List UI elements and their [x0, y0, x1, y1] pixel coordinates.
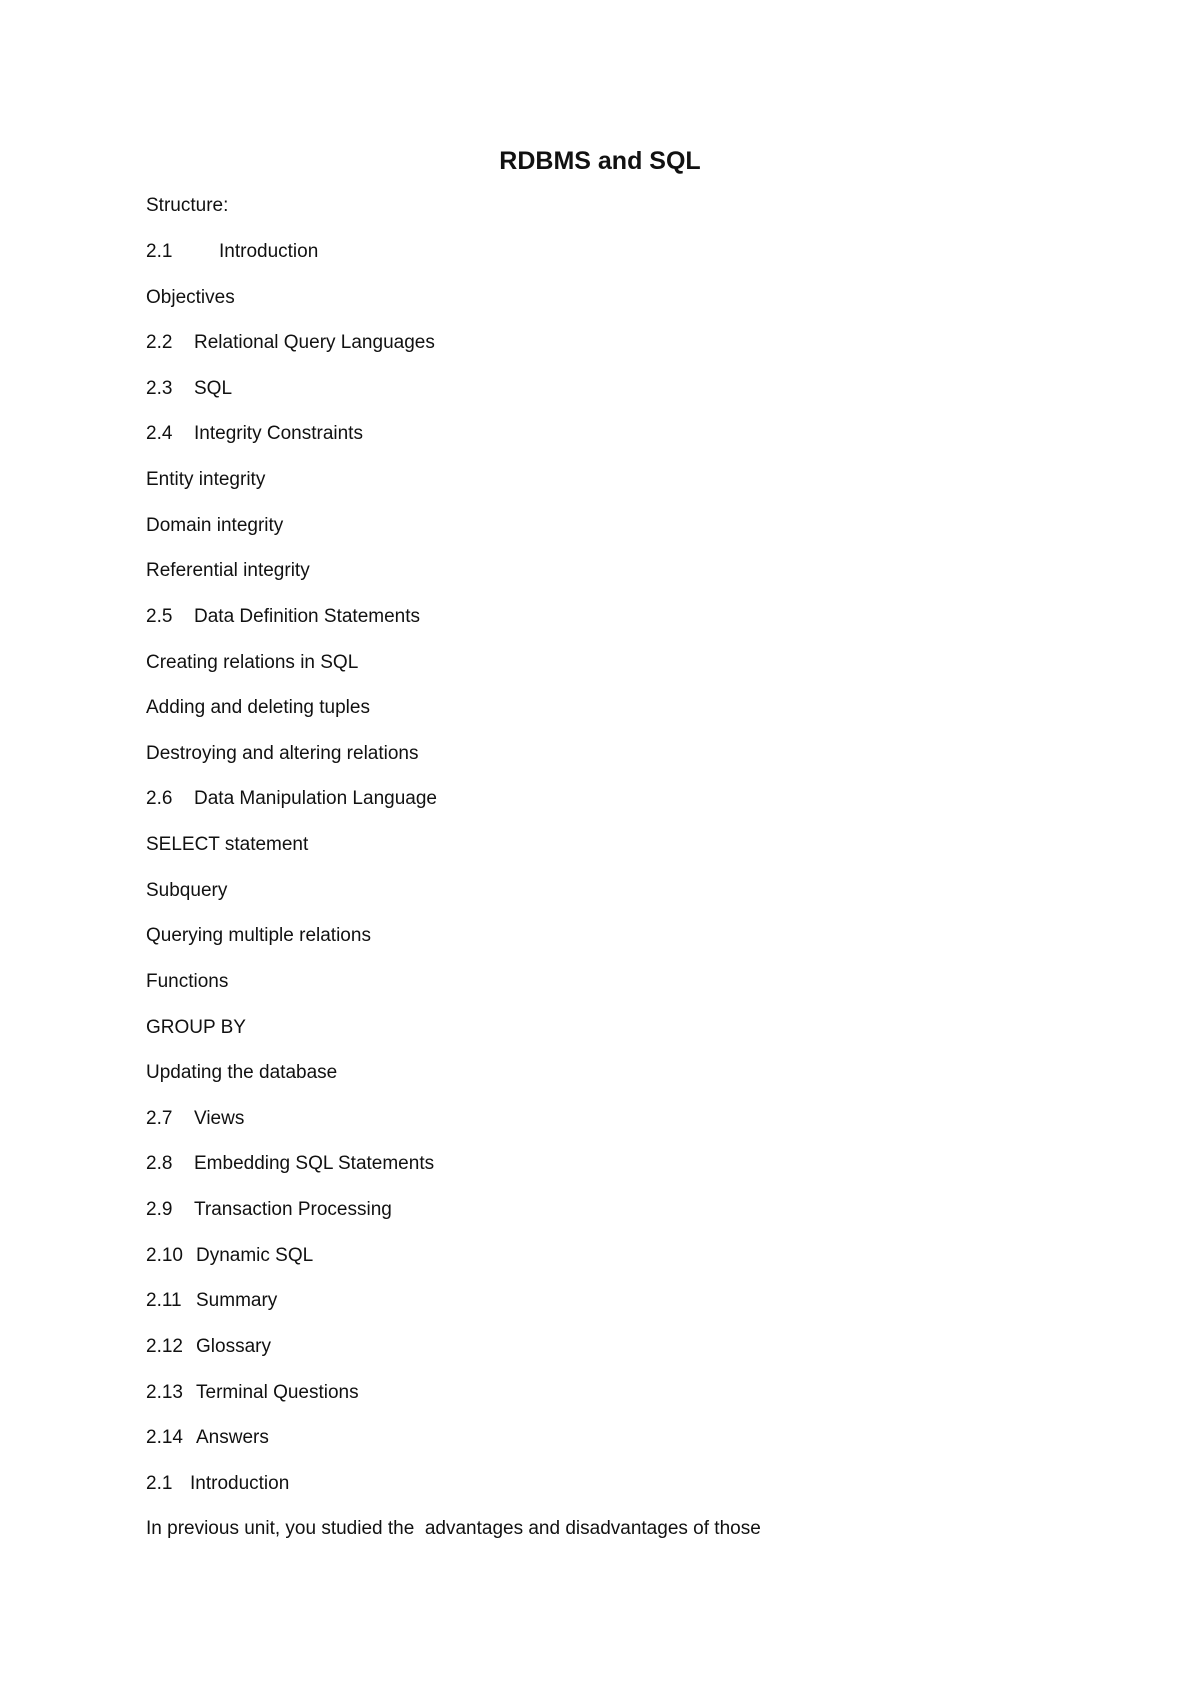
section-text: Domain integrity: [146, 515, 284, 536]
section-text: Adding and deleting tuples: [146, 697, 370, 718]
toc-line: [146, 1244, 313, 1268]
toc-line: [146, 1335, 271, 1359]
toc-line: [146, 286, 235, 310]
toc-line: [146, 1107, 244, 1131]
section-text: Answers: [196, 1427, 269, 1448]
section-number: 2.6: [146, 788, 173, 809]
section-number: 2.3: [146, 378, 173, 399]
section-number: 2.7: [146, 1108, 173, 1129]
toc-line: [146, 787, 437, 811]
section-number: 2.11: [146, 1290, 182, 1311]
section-text: Glossary: [196, 1336, 271, 1357]
section-text: Destroying and altering relations: [146, 743, 419, 764]
toc-line: [146, 1472, 289, 1496]
toc-line: [146, 1426, 269, 1450]
section-text: SELECT statement: [146, 834, 309, 855]
section-text: Structure:: [146, 195, 229, 216]
section-text: Referential integrity: [146, 560, 310, 581]
toc-line: [146, 377, 232, 401]
section-number: 2.12: [146, 1336, 183, 1357]
toc-line: [146, 514, 283, 538]
section-text: Introduction: [190, 1473, 290, 1494]
toc-line: [146, 696, 370, 720]
toc-line: [146, 879, 227, 903]
section-text: Objectives: [146, 287, 235, 308]
section-text: Entity integrity: [146, 469, 266, 490]
toc-line: [146, 605, 420, 629]
section-number: 2.10: [146, 1245, 183, 1266]
section-number: 2.13: [146, 1382, 183, 1403]
toc-line: [146, 240, 318, 264]
document-title: RDBMS and SQL: [499, 147, 701, 175]
toc-line: [146, 422, 363, 446]
toc-line: [146, 1198, 392, 1222]
toc-line: [146, 1016, 246, 1040]
section-text: Dynamic SQL: [196, 1245, 314, 1266]
section-text: Relational Query Languages: [194, 332, 435, 353]
section-number: 2.2: [146, 332, 173, 353]
toc-line: [146, 742, 419, 766]
section-text: Introduction: [219, 241, 319, 262]
section-text: Creating relations in SQL: [146, 652, 359, 673]
section-text: Data Manipulation Language: [194, 788, 437, 809]
section-text: GROUP BY: [146, 1017, 246, 1038]
toc-line: [146, 468, 265, 492]
toc-line: [146, 331, 435, 355]
paragraph-text: In previous unit, you studied the advantages and disadvantages of those: [146, 1518, 761, 1539]
section-text: Terminal Questions: [196, 1382, 359, 1403]
section-text: Querying multiple relations: [146, 925, 371, 946]
toc-line: [146, 1152, 434, 1176]
section-number: 2.5: [146, 606, 173, 627]
section-text: Embedding SQL Statements: [194, 1153, 435, 1174]
section-text: Functions: [146, 971, 229, 992]
toc-line: [146, 924, 371, 948]
section-number: 2.9: [146, 1199, 173, 1220]
section-text: Data Definition Statements: [194, 606, 421, 627]
section-number: 2.1: [146, 1473, 173, 1494]
section-number: 2.4: [146, 423, 173, 444]
section-text: Integrity Constraints: [194, 423, 363, 444]
section-text: SQL: [194, 378, 233, 399]
toc-line: [146, 970, 228, 994]
section-text: Views: [194, 1108, 245, 1129]
body-paragraph: [146, 1517, 761, 1541]
section-number: 2.8: [146, 1153, 173, 1174]
section-number: 2.14: [146, 1427, 183, 1448]
toc-line: [146, 1289, 277, 1313]
section-text: Subquery: [146, 880, 228, 901]
toc-line: [146, 194, 228, 218]
toc-line: [146, 833, 308, 857]
section-text: Transaction Processing: [194, 1199, 392, 1220]
toc-line: [146, 1061, 337, 1085]
section-text: Updating the database: [146, 1062, 338, 1083]
toc-line: [146, 651, 358, 675]
section-number: 2.1: [146, 241, 173, 262]
toc-line: [146, 1381, 359, 1405]
section-text: Summary: [196, 1290, 278, 1311]
toc-line: [146, 559, 310, 583]
